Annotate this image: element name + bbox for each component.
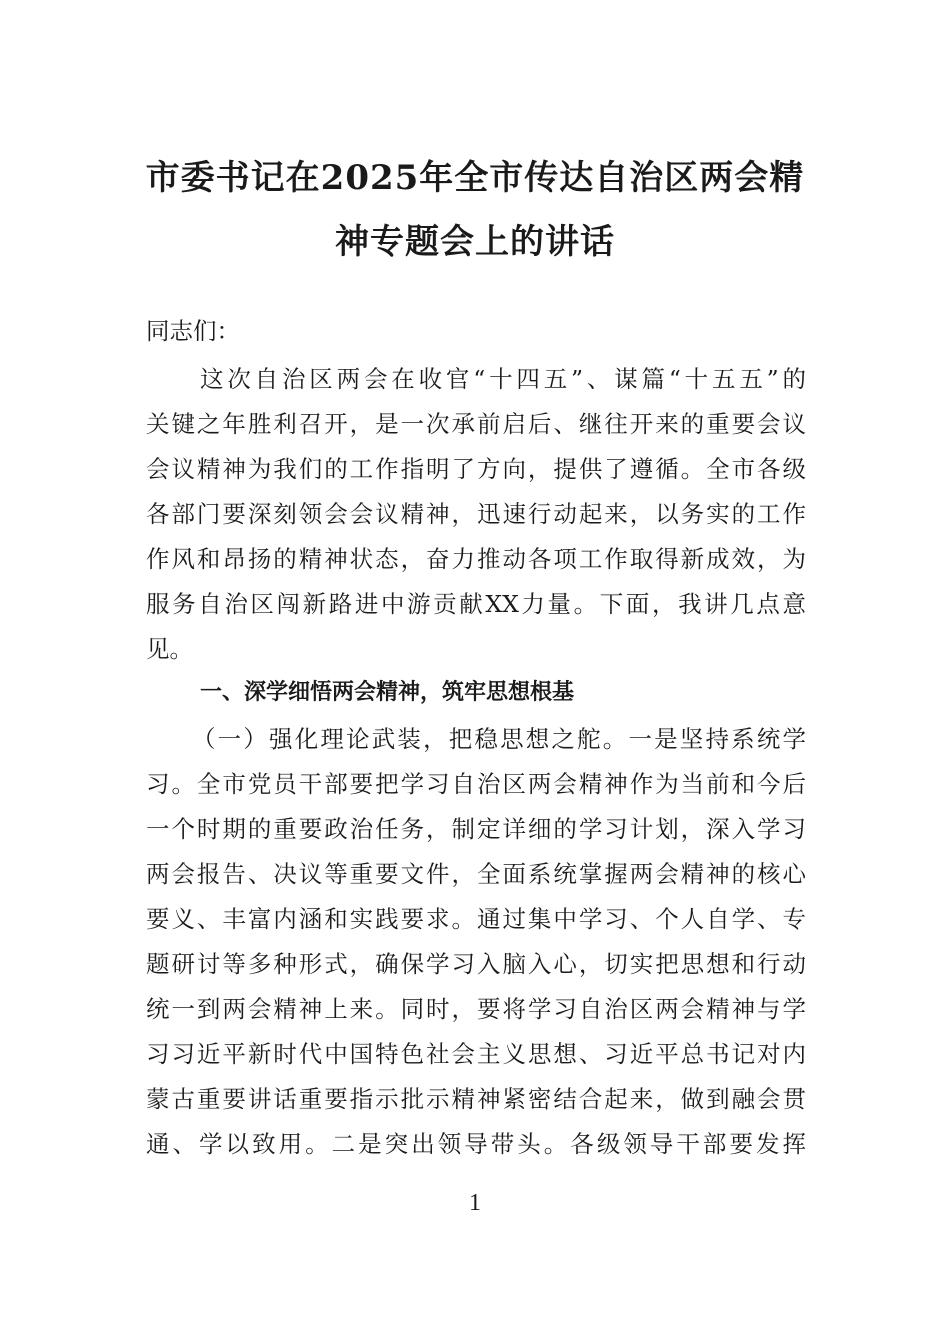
paragraph-line: 会议精神为我们的工作指明了方向，提供了遵循。全市各级 xyxy=(146,455,806,483)
paragraph-line: 服务自治区闯新路进中游贡献XX力量。下面，我讲几点意 xyxy=(146,590,806,618)
document-title-line-2: 神专题会上的讲话 xyxy=(335,222,615,262)
paragraph-line: 蒙古重要讲话重要指示批示精神紧密结合起来，做到融会贯 xyxy=(146,1085,806,1113)
paragraph-line: 要义、丰富内涵和实践要求。通过集中学习、个人自学、专 xyxy=(146,905,806,933)
paragraph-line: 这次自治区两会在收官“十四五”、谋篇“十五五”的 xyxy=(200,365,806,393)
paragraph-line: 作风和昂扬的精神状态，奋力推动各项工作取得新成效，为 xyxy=(146,545,806,573)
paragraph-line: 题研讨等多种形式，确保学习入脑入心，切实把思想和行动 xyxy=(146,950,806,978)
paragraph-line: 通、学以致用。二是突出领导带头。各级领导干部要发挥 xyxy=(146,1130,806,1158)
salutation: 同志们： xyxy=(146,317,240,345)
paragraph-line: 各部门要深刻领会会议精神，迅速行动起来，以务实的工作 xyxy=(146,500,806,528)
paragraph-line: 关键之年胜利召开，是一次承前启后、继往开来的重要会议 xyxy=(146,410,806,438)
paragraph-line: 统一到两会精神上来。同时，要将学习自治区两会精神与学 xyxy=(146,995,806,1023)
paragraph-line: 习。全市党员干部要把学习自治区两会精神作为当前和今后 xyxy=(146,770,806,798)
paragraph-line: 两会报告、决议等重要文件，全面系统掌握两会精神的核心 xyxy=(146,860,806,888)
page-number: 1 xyxy=(469,1190,481,1216)
section-heading: 一、深学细悟两会精神，筑牢思想根基 xyxy=(200,680,575,705)
paragraph-line: （一）强化理论武装，把稳思想之舵。一是坚持系统学 xyxy=(192,725,806,753)
paragraph-line: 习习近平新时代中国特色社会主义思想、习近平总书记对内 xyxy=(146,1040,806,1068)
document-title-line-1: 市委书记在2025年全市传达自治区两会精 xyxy=(145,158,805,198)
paragraph-line: 一个时期的重要政治任务，制定详细的学习计划，深入学习 xyxy=(146,815,806,843)
paragraph-line: 见。 xyxy=(146,635,193,663)
